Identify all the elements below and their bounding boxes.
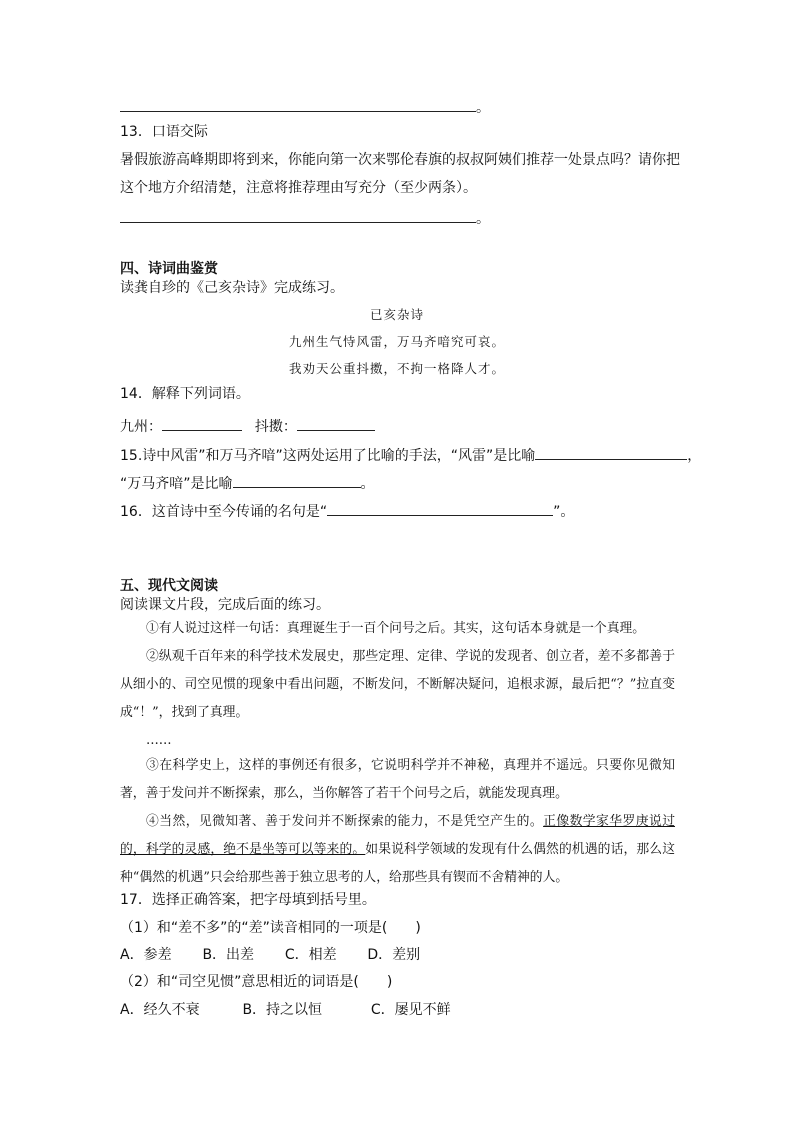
q16: 16．这首诗中至今传诵的名句是“ ”。 — [120, 497, 574, 521]
poem-line-2: 我劝天公重抖擞，不拘一格降人才。 — [288, 361, 505, 376]
option-a[interactable]: A．经久不衰 — [120, 1002, 200, 1018]
q17-2-prompt: （2）和“司空见惯”意思相近的词语是( ) — [120, 974, 393, 990]
blank[interactable] — [120, 93, 476, 112]
q13-line1: 暑假旅游高峰期即将到来，你能向第一次来鄂伦春旗的叔叔阿姨们推荐一处景点吗？请你把 — [120, 152, 680, 168]
section5-heading: 五、现代文阅读 — [120, 578, 218, 594]
passage-p1: ①有人说过这样一句话：真理诞生于一百个问号之后。其实，这句话本身就是一个真理。 — [146, 621, 646, 636]
q17-prompt: 17．选择正确答案，把字母填到括号里。 — [120, 892, 376, 908]
passage-p3: ③在科学史上，这样的事例还有很多，它说明科学并不神秘，真理并不遥远。只要你见微知著，善于发问并不断探索，那么，当你解答了若干个问号之后，就能发现真理。 — [120, 758, 675, 801]
q14-term-dousou: 抖擞： — [254, 419, 297, 435]
option-b[interactable]: B．出差 — [202, 947, 255, 963]
q17-2-options — [120, 996, 451, 1024]
q15-line2: “万马齐喑”是比喻 。 — [120, 469, 375, 493]
q13-label: 13．口语交际 — [120, 124, 208, 140]
section4-intro: 读龚自珍的《己亥杂诗》完成练习。 — [120, 280, 344, 296]
blank-wanma[interactable] — [233, 469, 361, 488]
blank[interactable] — [120, 204, 476, 223]
passage-p2: ②纵观千百年来的科学技术发展史，那些定理、定律、学说的发现者、创立者，差不多都善于从细小的、司空见惯的现象中看出问题，不断发问，不断解决疑问，追根求源，最后把“？”拉直变成“！”，找到了真理。 — [120, 649, 675, 720]
section4-heading: 四、诗词曲鉴赏 — [120, 261, 218, 277]
q14-term-jiuzhou: 九州： — [120, 419, 162, 435]
option-d[interactable]: D．差别 — [367, 947, 421, 963]
q15-line1: 15.诗中风雷”和万马齐喑”这两处运用了比喻的手法，“风雷”是比喻 ， — [120, 441, 701, 465]
option-b[interactable]: B．持之以恒 — [242, 1002, 323, 1018]
poem-title: 已亥杂诗 — [369, 307, 424, 322]
passage-p4: ④当然，见微知著、善于发问并不断探索的能力，不是凭空产生的。正像数学家华罗庚说过的，科学的灵感，绝不是坐等可以等来的。如果说科学领域的发现有什么偶然的机遇的话，那么这种“偶然的机遇”只会给那些善于独立思考的人，给那些具有锲而不舍精神的人。 — [120, 814, 676, 885]
underlined-sentence: 正像数学家华罗庚说过的，科学的灵感，绝不是坐等可以等来的。 — [120, 814, 676, 857]
blank-famous-line[interactable] — [327, 497, 553, 516]
answer-line-q13[interactable]: 。 — [120, 204, 490, 228]
option-c[interactable]: C．相差 — [284, 947, 337, 963]
poem-line-1: 九州生气恃风雷，万马齐喑究可哀。 — [288, 334, 505, 349]
answer-line-q12[interactable]: 。 — [120, 93, 490, 117]
q17-1-prompt: （1）和“差不多”的“差”读音相同的一项是( ) — [120, 920, 421, 936]
q14-prompt: 14．解释下列词语。 — [120, 386, 250, 402]
q13-line2: 这个地方介绍清楚，注意将推荐理由写充分（至少两条）。 — [120, 180, 477, 196]
q14-answers — [120, 412, 375, 436]
option-c[interactable]: C．屡见不鲜 — [370, 1002, 451, 1018]
blank-jiuzhou[interactable] — [162, 412, 242, 431]
blank-dousou[interactable] — [297, 412, 375, 431]
section5-intro: 阅读课文片段，完成后面的练习。 — [120, 597, 330, 613]
blank-fenglei[interactable] — [535, 441, 687, 460]
passage-ellipsis: …… — [146, 733, 172, 748]
option-a[interactable]: A．参差 — [120, 947, 172, 963]
q17-1-options — [120, 941, 420, 969]
